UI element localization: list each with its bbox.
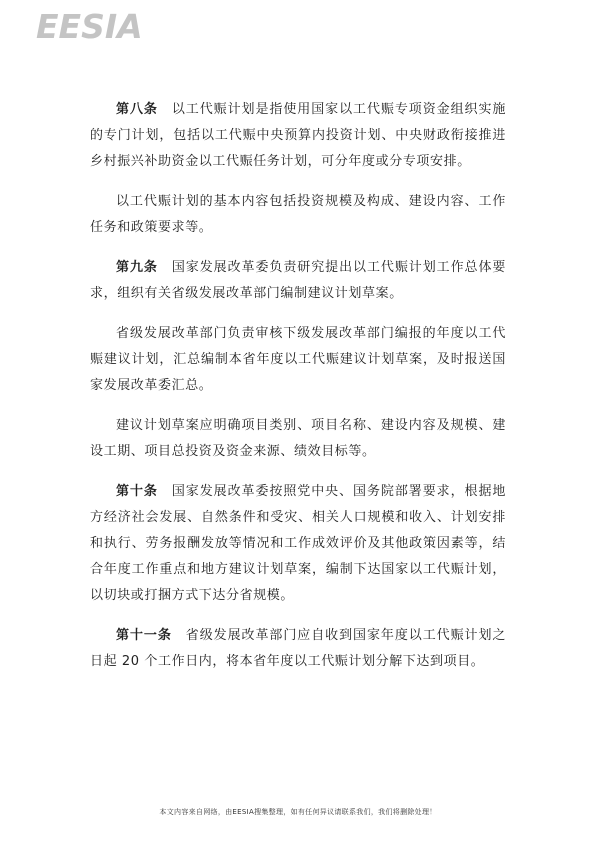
article-number: 第九条: [116, 260, 158, 275]
paragraph-text: 国家发展改革委负责研究提出以工代赈计划工作总体要求，组织有关省级发展改革部门编制建议计划草案。: [90, 260, 506, 301]
paragraph-text: 以工代赈计划的基本内容包括投资规模及构成、建设内容、工作任务和政策要求等。: [90, 194, 506, 235]
article-number: 第十一条: [116, 628, 172, 643]
paragraph-provincial-review: [90, 321, 506, 399]
paragraph-draft-requirements: [90, 413, 506, 465]
paragraph-text: 省级发展改革部门应自收到国家年度以工代赈计划之日起 20 个工作日内，将本省年度以工代赈计划分解下达到项目。: [90, 628, 506, 669]
article-number: 第八条: [116, 102, 158, 117]
paragraph-article-10: [90, 479, 506, 609]
article-number: 第十条: [116, 484, 158, 499]
paragraph-article-11: [90, 623, 506, 675]
paragraph-text: 国家发展改革委按照党中央、国务院部署要求，根据地方经济社会发展、自然条件和受灾、相关人口规模和收入、计划安排和执行、劳务报酬发放等情况和工作成效评价及其他政策因素等，结合年度工作重点和地方建议计划草案，编制下达国家以工代赈计划，以切块或打捆方式下达分省规模。: [90, 484, 506, 603]
paragraph-text: 省级发展改革部门负责审核下级发展改革部门编报的年度以工代赈建议计划，汇总编制本省年度以工代赈建议计划草案，及时报送国家发展改革委汇总。: [90, 326, 506, 393]
document-body: [90, 97, 506, 689]
paragraph-plan-content: [90, 189, 506, 241]
paragraph-text: 建议计划草案应明确项目类别、项目名称、建设内容及规模、建设工期、项目总投资及资金来源、绩效目标等。: [90, 418, 506, 459]
footer-disclaimer: 本文内容来自网络，由EESIA搜集整理，如有任何异议请联系我们，我们将删除处理！: [159, 808, 437, 816]
paragraph-text: 以工代赈计划是指使用国家以工代赈专项资金组织实施的专门计划，包括以工代赈中央预算内投资计划、中央财政衔接推进乡村振兴补助资金以工代赈任务计划，可分年度或分专项安排。: [90, 102, 506, 169]
paragraph-article-9: [90, 255, 506, 307]
paragraph-article-8: [90, 97, 506, 175]
eesia-logo: EESIA: [36, 7, 143, 46]
